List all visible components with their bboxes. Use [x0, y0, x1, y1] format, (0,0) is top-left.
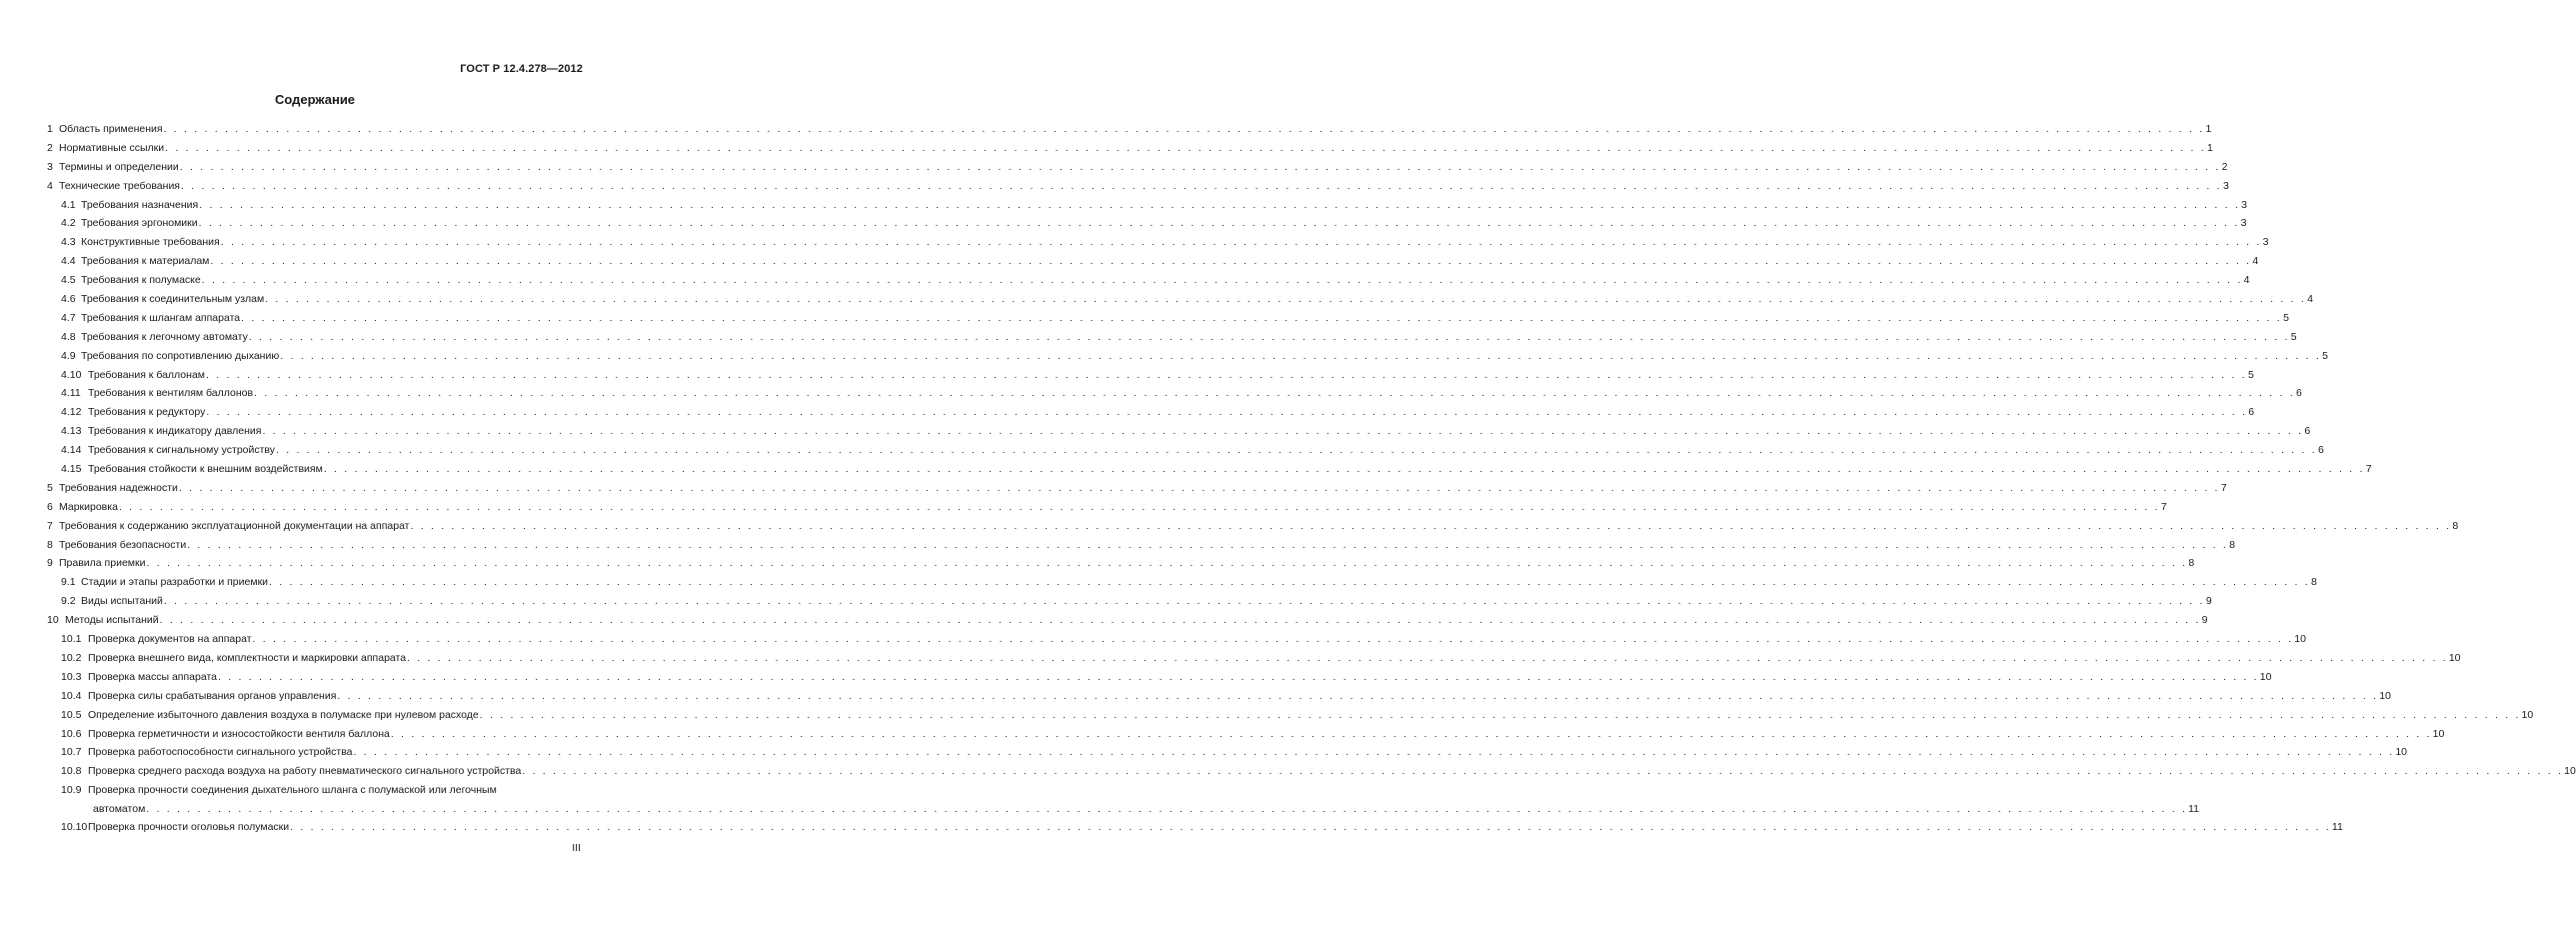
dot-leader: . . . . . . . . . . . . . . . . . . . . . . . . . . . . . . . . . . . . . . . . . . . . . . . . . . . . . . . . . . . . . . . . . . . . . . . . . . . . . . . . . . . . . . . . . . . . . . . . . . . . . . . . . . . . . . . . . . . . . . . . . . . . . . . . . . . . . . . . . . . . . . . . . . . . . . . . . . . . . . . . . . . . . . . . . . . . . . . . . . . . . . . . . . . . . . . . . . . . . . . . — [390, 727, 2432, 740]
toc-entry-number: 4.9 — [61, 349, 76, 362]
toc-entry — [47, 422, 2311, 441]
toc-entry-number: 9.1 — [61, 576, 76, 589]
dot-leader: . . . . . . . . . . . . . . . . . . . . . . . . . . . . . . . . . . . . . . . . . . . . . . . . . . . . . . . . . . . . . . . . . . . . . . . . . . . . . . . . . . . . . . . . . . . . . . . . . . . . . . . . . . . . . . . . . . . . . . . . . . . . . . . . . . . . . . . . . . . . . . . . . . . . . . . . . . . . . . . . . . . . . . . . . . . . . . . . . . . . . . . . . . . . . . . . . . . . . . . . — [241, 311, 2282, 324]
toc-entry-number: 4.2 — [61, 217, 76, 230]
toc-entry-page: 11 — [2188, 803, 2199, 816]
toc-entry — [47, 743, 2407, 762]
toc-entry — [47, 573, 2317, 592]
dot-leader: . . . . . . . . . . . . . . . . . . . . . . . . . . . . . . . . . . . . . . . . . . . . . . . . . . . . . . . . . . . . . . . . . . . . . . . . . . . . . . . . . . . . . . . . . . . . . . . . . . . . . . . . . . . . . . . . . . . . . . . . . . . . . . . . . . . . . . . . . . . . . . . . . . . . . . . . . . . . . . . . . . . . . . . . . . . . . . . . . . . . . . . . . . . . . . . . . . . . . . . . — [280, 349, 2321, 362]
toc-entry-page: 2 — [2221, 160, 2228, 173]
toc-entry — [47, 554, 2195, 573]
toc-entry — [47, 517, 2459, 536]
toc-entry-number: 5 — [47, 481, 53, 494]
toc-entry-number: 4.4 — [61, 255, 76, 268]
toc-entry-number: 8 — [47, 538, 53, 551]
toc-entry-number: 4.7 — [61, 311, 76, 324]
dot-leader: . . . . . . . . . . . . . . . . . . . . . . . . . . . . . . . . . . . . . . . . . . . . . . . . . . . . . . . . . . . . . . . . . . . . . . . . . . . . . . . . . . . . . . . . . . . . . . . . . . . . . . . . . . . . . . . . . . . . . . . . . . . . . . . . . . . . . . . . . . . . . . . . . . . . . . . . . . . . . . . . . . . . . . . . . . . . . . . . . . . . . . . . . . . . . . . . . . . . . . . . — [410, 519, 2452, 532]
toc-entry-number: 2 — [47, 141, 53, 154]
toc-entry — [47, 762, 2576, 781]
toc-entry-title: Требования к редуктору — [88, 406, 206, 419]
toc-entry-title: Проверка прочности оголовья полумаски — [88, 821, 290, 834]
toc-entry-page: 6 — [2248, 406, 2255, 419]
toc-entry-title: Проверка герметичности и износостойкости вентиля баллона — [88, 727, 390, 740]
toc-entry-title: Требования к легочному автомату — [81, 330, 248, 343]
toc-entry-page: 11 — [2331, 821, 2343, 834]
toc-entry — [47, 668, 2272, 687]
toc-entry-page: 4 — [2243, 274, 2250, 287]
dot-leader: . . . . . . . . . . . . . . . . . . . . . . . . . . . . . . . . . . . . . . . . . . . . . . . . . . . . . . . . . . . . . . . . . . . . . . . . . . . . . . . . . . . . . . . . . . . . . . . . . . . . . . . . . . . . . . . . . . . . . . . . . . . . . . . . . . . . . . . . . . . . . . . . . . . . . . . . . . . . . . . . . . . . . . . . . . . . . . . . . . . . . . . . . . . . . . . . . . . . . . . . — [118, 500, 2160, 513]
toc-entry-number: 4.13 — [61, 425, 82, 438]
toc-entry-number: 4.10 — [61, 368, 82, 381]
toc-entry-title: Определение избыточного давления воздуха в полумаске при нулевом расходе — [88, 708, 479, 721]
dot-leader: . . . . . . . . . . . . . . . . . . . . . . . . . . . . . . . . . . . . . . . . . . . . . . . . . . . . . . . . . . . . . . . . . . . . . . . . . . . . . . . . . . . . . . . . . . . . . . . . . . . . . . . . . . . . . . . . . . . . . . . . . . . . . . . . . . . . . . . . . . . . . . . . . . . . . . . . . . . . . . . . . . . . . . . . . . . . . . . . . . . . . . . . . . . . . . . . . . . . . . . . — [179, 160, 2221, 173]
toc-entry-number: 10.6 — [61, 727, 82, 740]
dot-leader: . . . . . . . . . . . . . . . . . . . . . . . . . . . . . . . . . . . . . . . . . . . . . . . . . . . . . . . . . . . . . . . . . . . . . . . . . . . . . . . . . . . . . . . . . . . . . . . . . . . . . . . . . . . . . . . . . . . . . . . . . . . . . . . . . . . . . . . . . . . . . . . . . . . . . . . . . . . . . . . . . . . . . . . . . . . . . . . . . . . . . . . . . . . . . . . . . . . . . . . . — [206, 406, 2248, 419]
toc-entry-page: 5 — [2290, 330, 2297, 343]
dot-leader: . . . . . . . . . . . . . . . . . . . . . . . . . . . . . . . . . . . . . . . . . . . . . . . . . . . . . . . . . . . . . . . . . . . . . . . . . . . . . . . . . . . . . . . . . . . . . . . . . . . . . . . . . . . . . . . . . . . . . . . . . . . . . . . . . . . . . . . . . . . . . . . . . . . . . . . . . . . . . . . . . . . . . . . . . . . . . . . . . . . . . . . . . . . . . . . . . . . . . . . . — [262, 425, 2304, 438]
toc-entry — [47, 536, 2235, 555]
toc-entry — [47, 460, 2372, 479]
toc-entry-page: 9 — [2205, 595, 2212, 608]
dot-leader: . . . . . . . . . . . . . . . . . . . . . . . . . . . . . . . . . . . . . . . . . . . . . . . . . . . . . . . . . . . . . . . . . . . . . . . . . . . . . . . . . . . . . . . . . . . . . . . . . . . . . . . . . . . . . . . . . . . . . . . . . . . . . . . . . . . . . . . . . . . . . . . . . . . . . . . . . . . . . . . . . . . . . . . . . . . . . . . . . . . . . . . . . . . . . . . . . . . . . . . . — [248, 330, 2290, 343]
dot-leader: . . . . . . . . . . . . . . . . . . . . . . . . . . . . . . . . . . . . . . . . . . . . . . . . . . . . . . . . . . . . . . . . . . . . . . . . . . . . . . . . . . . . . . . . . . . . . . . . . . . . . . . . . . . . . . . . . . . . . . . . . . . . . . . . . . . . . . . . . . . . . . . . . . . . . . . . . . . . . . . . . . . . . . . . . . . . . . . . . . . . . . . . . . . . . . . . . . . . . . . . — [187, 538, 2228, 551]
toc-entry-title: Правила приемки — [59, 557, 146, 570]
toc-entry-title: Проверка среднего расхода воздуха на работу пневматического сигнального устройства — [88, 765, 522, 778]
dot-leader: . . . . . . . . . . . . . . . . . . . . . . . . . . . . . . . . . . . . . . . . . . . . . . . . . . . . . . . . . . . . . . . . . . . . . . . . . . . . . . . . . . . . . . . . . . . . . . . . . . . . . . . . . . . . . . . . . . . . . . . . . . . . . . . . . . . . . . . . . . . . . . . . . . . . . . . . . . . . . . . . . . . . . . . . . . . . . . . . . . . . . . . . . . . . . . . . . . . . . . . . — [178, 481, 2220, 494]
toc-entry-title: Требования к баллонам — [88, 368, 205, 381]
toc-entry-title: Требования надежности — [59, 481, 178, 494]
toc-entry — [47, 649, 2461, 668]
toc-entry-title: Проверка массы аппарата — [88, 670, 217, 683]
toc-entry-page: 7 — [2160, 500, 2167, 513]
toc-entry-title: Требования к сигнальному устройству — [88, 444, 276, 457]
toc-entry-title: Проверка документов на аппарат — [88, 633, 252, 646]
toc-entry-title: Требования к полумаске — [81, 274, 201, 287]
toc-entry-number: 4.3 — [61, 236, 76, 249]
toc-entry-number: 10.3 — [61, 670, 82, 683]
toc-entry — [47, 347, 2328, 366]
toc-entry-page: 8 — [2229, 538, 2235, 551]
toc-entry-number: 10.8 — [61, 765, 82, 778]
dot-leader: . . . . . . . . . . . . . . . . . . . . . . . . . . . . . . . . . . . . . . . . . . . . . . . . . . . . . . . . . . . . . . . . . . . . . . . . . . . . . . . . . . . . . . . . . . . . . . . . . . . . . . . . . . . . . . . . . . . . . . . . . . . . . . . . . . . . . . . . . . . . . . . . . . . . . . . . . . . . . . . . . . . . . . . . . . . . . . . . . . . . . . . . . . . . . . . . . . . . . . . . — [220, 236, 2262, 249]
toc-entry — [47, 781, 2199, 818]
dot-leader: . . . . . . . . . . . . . . . . . . . . . . . . . . . . . . . . . . . . . . . . . . . . . . . . . . . . . . . . . . . . . . . . . . . . . . . . . . . . . . . . . . . . . . . . . . . . . . . . . . . . . . . . . . . . . . . . . . . . . . . . . . . . . . . . . . . . . . . . . . . . . . . . . . . . . . . . . . . . . . . . . . . . . . . . . . . . . . . . . . . . . . . . . . . . . . . . . . . . . . . . — [252, 633, 2294, 646]
page-number: III — [572, 842, 581, 854]
toc-entry-title: Требования к шлангам аппарата — [81, 311, 241, 324]
toc-entry — [47, 158, 2228, 177]
toc-entry-number: 4.6 — [61, 293, 76, 306]
toc-entry — [47, 611, 2208, 630]
toc-entry — [47, 214, 2247, 233]
toc-entry-page: 5 — [2322, 349, 2328, 362]
dot-leader: . . . . . . . . . . . . . . . . . . . . . . . . . . . . . . . . . . . . . . . . . . . . . . . . . . . . . . . . . . . . . . . . . . . . . . . . . . . . . . . . . . . . . . . . . . . . . . . . . . . . . . . . . . . . . . . . . . . . . . . . . . . . . . . . . . . . . . . . . . . . . . . . . . . . . . . . . . . . . . . . . . . . . . . . . . . . . . . . . . . . . . . . . . . . . . . . . . . . . . . . — [165, 141, 2206, 154]
toc-entry — [47, 328, 2297, 347]
toc-entry — [47, 403, 2255, 422]
toc-entry-number: 4.12 — [61, 406, 82, 419]
toc-entry — [47, 177, 2229, 196]
toc-entry-number: 10.9 — [61, 784, 82, 797]
dot-leader: . . . . . . . . . . . . . . . . . . . . . . . . . . . . . . . . . . . . . . . . . . . . . . . . . . . . . . . . . . . . . . . . . . . . . . . . . . . . . . . . . . . . . . . . . . . . . . . . . . . . . . . . . . . . . . . . . . . . . . . . . . . . . . . . . . . . . . . . . . . . . . . . . . . . . . . . . . . . . . . . . . . . . . . . . . . . . . . . . . . . . . . . . . . . . . . . . . . . . . . . — [479, 708, 2521, 721]
dot-leader: . . . . . . . . . . . . . . . . . . . . . . . . . . . . . . . . . . . . . . . . . . . . . . . . . . . . . . . . . . . . . . . . . . . . . . . . . . . . . . . . . . . . . . . . . . . . . . . . . . . . . . . . . . . . . . . . . . . . . . . . . . . . . . . . . . . . . . . . . . . . . . . . . . . . . . . . . . . . . . . . . . . . . . . . . . . . . . . . . . . . . . . . . . . . . . . . . . . . . . . . — [276, 444, 2317, 457]
toc-entry — [47, 366, 2254, 385]
dot-leader: . . . . . . . . . . . . . . . . . . . . . . . . . . . . . . . . . . . . . . . . . . . . . . . . . . . . . . . . . . . . . . . . . . . . . . . . . . . . . . . . . . . . . . . . . . . . . . . . . . . . . . . . . . . . . . . . . . . . . . . . . . . . . . . . . . . . . . . . . . . . . . . . . . . . . . . . . . . . . . . . . . . . . . . . . . . . . . . . . . . . . . . . . . . . . . . . . . . . . . . . — [201, 274, 2243, 287]
toc-entry-page: 10 — [2521, 708, 2534, 721]
toc-entry-title: Стадии и этапы разработки и приемки — [81, 576, 269, 589]
toc-entry-title: Маркировка — [59, 500, 118, 513]
toc-entry-page: 6 — [2317, 444, 2324, 457]
toc-entry-page: 10 — [2448, 651, 2461, 664]
toc-entry — [47, 479, 2227, 498]
dot-leader: . . . . . . . . . . . . . . . . . . . . . . . . . . . . . . . . . . . . . . . . . . . . . . . . . . . . . . . . . . . . . . . . . . . . . . . . . . . . . . . . . . . . . . . . . . . . . . . . . . . . . . . . . . . . . . . . . . . . . . . . . . . . . . . . . . . . . . . . . . . . . . . . . . . . . . . . . . . . . . . . . . . . . . . . . . . . . . . . . . . . . . . . . . . . . . . . . . . . . . . . — [163, 595, 2205, 608]
dot-leader: . . . . . . . . . . . . . . . . . . . . . . . . . . . . . . . . . . . . . . . . . . . . . . . . . . . . . . . . . . . . . . . . . . . . . . . . . . . . . . . . . . . . . . . . . . . . . . . . . . . . . . . . . . . . . . . . . . . . . . . . . . . . . . . . . . . . . . . . . . . . . . . . . . . . . . . . . . . . . . . . . . . . . . . . . . . . . . . . . . . . . . . . . . . . . . . . . . . . . . . . — [407, 651, 2448, 664]
toc-entry-number: 9.2 — [61, 595, 76, 608]
toc-entry-number: 3 — [47, 160, 53, 173]
toc-entry-page: 9 — [2201, 614, 2208, 627]
toc-entry-page: 3 — [2262, 236, 2269, 249]
toc-entry-number: 4.5 — [61, 274, 76, 287]
toc-entry-page: 3 — [2222, 179, 2229, 192]
dot-leader: . . . . . . . . . . . . . . . . . . . . . . . . . . . . . . . . . . . . . . . . . . . . . . . . . . . . . . . . . . . . . . . . . . . . . . . . . . . . . . . . . . . . . . . . . . . . . . . . . . . . . . . . . . . . . . . . . . . . . . . . . . . . . . . . . . . . . . . . . . . . . . . . . . . . . . . . . . . . . . . . . . . . . . . . . . . . . . . . . . . . . . . . . . . . . . . . . . . . . . . . — [337, 689, 2379, 702]
toc-entry-number: 10.1 — [61, 633, 82, 646]
toc-entry-page: 7 — [2220, 481, 2227, 494]
dot-leader: . . . . . . . . . . . . . . . . . . . . . . . . . . . . . . . . . . . . . . . . . . . . . . . . . . . . . . . . . . . . . . . . . . . . . . . . . . . . . . . . . . . . . . . . . . . . . . . . . . . . . . . . . . . . . . . . . . . . . . . . . . . . . . . . . . . . . . . . . . . . . . . . . . . . . . . . . . . . . . . . . . . . . . . . . . . . . . . . . . . . . . . . . . . . . . . . . . . . . . . . — [254, 387, 2295, 400]
dot-leader: . . . . . . . . . . . . . . . . . . . . . . . . . . . . . . . . . . . . . . . . . . . . . . . . . . . . . . . . . . . . . . . . . . . . . . . . . . . . . . . . . . . . . . . . . . . . . . . . . . . . . . . . . . . . . . . . . . . . . . . . . . . . . . . . . . . . . . . . . . . . . . . . . . . . . . . . . . . . . . . . . . . . . . . . . . . . . . . . . . . . . . . . . . . . . . . . . . . . . . . . — [269, 576, 2310, 589]
dot-leader: . . . . . . . . . . . . . . . . . . . . . . . . . . . . . . . . . . . . . . . . . . . . . . . . . . . . . . . . . . . . . . . . . . . . . . . . . . . . . . . . . . . . . . . . . . . . . . . . . . . . . . . . . . . . . . . . . . . . . . . . . . . . . . . . . . . . . . . . . . . . . . . . . . . . . . . . . . . . . . . . . . . . . . . . . . . . . . . . . . . . . . . . . . . . . . . . . . . . . . . . — [146, 803, 2188, 816]
toc-entry-title: Проверка силы срабатывания органов управления — [88, 689, 337, 702]
dot-leader: . . . . . . . . . . . . . . . . . . . . . . . . . . . . . . . . . . . . . . . . . . . . . . . . . . . . . . . . . . . . . . . . . . . . . . . . . . . . . . . . . . . . . . . . . . . . . . . . . . . . . . . . . . . . . . . . . . . . . . . . . . . . . . . . . . . . . . . . . . . . . . . . . . . . . . . . . . . . . . . . . . . . . . . . . . . . . . . . . . . . . . . . . . . . . . . . . . . . . . . . — [198, 217, 2240, 230]
toc-entry — [47, 592, 2212, 611]
toc-entry-page: 4 — [2307, 293, 2313, 306]
toc-entry-number: 4.11 — [61, 387, 81, 400]
toc-entry-page: 10 — [2294, 633, 2306, 646]
toc-entry — [47, 290, 2313, 309]
dot-leader: . . . . . . . . . . . . . . . . . . . . . . . . . . . . . . . . . . . . . . . . . . . . . . . . . . . . . . . . . . . . . . . . . . . . . . . . . . . . . . . . . . . . . . . . . . . . . . . . . . . . . . . . . . . . . . . . . . . . . . . . . . . . . . . . . . . . . . . . . . . . . . . . . . . . . . . . . . . . . . . . . . . . . . . . . . . . . . . . . . . . . . . . . . . . . . . . . . . . . . . . — [218, 670, 2259, 683]
toc-entry-title: Нормативные ссылки — [59, 141, 165, 154]
toc-entry-number: 10 — [47, 614, 59, 627]
toc-entry — [47, 441, 2324, 460]
dot-leader: . . . . . . . . . . . . . . . . . . . . . . . . . . . . . . . . . . . . . . . . . . . . . . . . . . . . . . . . . . . . . . . . . . . . . . . . . . . . . . . . . . . . . . . . . . . . . . . . . . . . . . . . . . . . . . . . . . . . . . . . . . . . . . . . . . . . . . . . . . . . . . . . . . . . . . . . . . . . . . . . . . . . . . . . . . . . . . . . . . . . . . . . . . . . . . . . . . . . . . . . — [210, 255, 2252, 268]
dot-leader: . . . . . . . . . . . . . . . . . . . . . . . . . . . . . . . . . . . . . . . . . . . . . . . . . . . . . . . . . . . . . . . . . . . . . . . . . . . . . . . . . . . . . . . . . . . . . . . . . . . . . . . . . . . . . . . . . . . . . . . . . . . . . . . . . . . . . . . . . . . . . . . . . . . . . . . . . . . . . . . . . . . . . . . . . . . . . . . . . . . . . . . . . . . . . . . . . . . . . . . . — [522, 765, 2564, 778]
toc-entry-title: Конструктивные требования — [81, 236, 220, 249]
toc-entry — [47, 818, 2343, 837]
toc-entry-number: 4.1 — [61, 198, 76, 211]
dot-leader: . . . . . . . . . . . . . . . . . . . . . . . . . . . . . . . . . . . . . . . . . . . . . . . . . . . . . . . . . . . . . . . . . . . . . . . . . . . . . . . . . . . . . . . . . . . . . . . . . . . . . . . . . . . . . . . . . . . . . . . . . . . . . . . . . . . . . . . . . . . . . . . . . . . . . . . . . . . . . . . . . . . . . . . . . . . . . . . . . . . . . . . . . . . . . . . . . . . . . . . . — [199, 198, 2240, 211]
toc-entry-page: 4 — [2252, 255, 2259, 268]
toc-entry-page: 10 — [2564, 765, 2576, 778]
dot-leader: . . . . . . . . . . . . . . . . . . . . . . . . . . . . . . . . . . . . . . . . . . . . . . . . . . . . . . . . . . . . . . . . . . . . . . . . . . . . . . . . . . . . . . . . . . . . . . . . . . . . . . . . . . . . . . . . . . . . . . . . . . . . . . . . . . . . . . . . . . . . . . . . . . . . . . . . . . . . . . . . . . . . . . . . . . . . . . . . . . . . . . . . . . . . . . . . . . . . . . . . — [290, 821, 2331, 834]
toc-entry-title: Требования к индикатору давления — [88, 425, 262, 438]
toc-entry-number: 10.2 — [61, 651, 82, 664]
toc-entry-page: 1 — [2205, 123, 2212, 135]
toc-entry-title: Требования стойкости к внешним воздействиям — [88, 463, 323, 476]
toc-entry-page: 1 — [2207, 141, 2213, 154]
dot-leader: . . . . . . . . . . . . . . . . . . . . . . . . . . . . . . . . . . . . . . . . . . . . . . . . . . . . . . . . . . . . . . . . . . . . . . . . . . . . . . . . . . . . . . . . . . . . . . . . . . . . . . . . . . . . . . . . . . . . . . . . . . . . . . . . . . . . . . . . . . . . . . . . . . . . . . . . . . . . . . . . . . . . . . . . . . . . . . . . . . . . . . . . . . . . . . . . . . . . . . . . — [265, 293, 2306, 306]
toc-entry-number: 4.8 — [61, 330, 76, 343]
toc-entry-page: 7 — [2365, 463, 2372, 476]
toc-entry-title: Проверка прочности соединения дыхательного шланга с полумаской или легочным — [88, 784, 497, 797]
toc-entry — [47, 139, 2213, 158]
toc-entry-title: Требования к содержанию эксплуатационной документации на аппарат — [59, 519, 410, 532]
toc-entry-number: 10.7 — [61, 746, 82, 759]
toc-entry-title: Требования безопасности — [59, 538, 187, 551]
toc-entry — [47, 309, 2289, 328]
toc-entry-page: 8 — [2452, 519, 2459, 532]
toc-entry-title: Проверка внешнего вида, комплектности и маркировки аппарата — [88, 651, 407, 664]
toc-entry — [47, 706, 2534, 725]
document-header: ГОСТ Р 12.4.278—2012 — [460, 63, 583, 75]
toc-entry-number: 10.10 — [61, 821, 88, 834]
toc-entry-number: 1 — [47, 123, 53, 135]
toc-entry-number: 9 — [47, 557, 53, 570]
toc-entry-title: Требования назначения — [81, 198, 199, 211]
toc-entry-title: Проверка работоспособности сигнального устройства — [88, 746, 353, 759]
toc-entry-page: 5 — [2283, 311, 2289, 324]
toc-entry-page: 6 — [2296, 387, 2302, 400]
toc-entry — [47, 271, 2250, 290]
dot-leader: . . . . . . . . . . . . . . . . . . . . . . . . . . . . . . . . . . . . . . . . . . . . . . . . . . . . . . . . . . . . . . . . . . . . . . . . . . . . . . . . . . . . . . . . . . . . . . . . . . . . . . . . . . . . . . . . . . . . . . . . . . . . . . . . . . . . . . . . . . . . . . . . . . . . . . . . . . . . . . . . . . . . . . . . . . . . . . . . . . . . . . . . . . . . . . . . . . . . . . . . — [323, 463, 2365, 476]
toc-entry-number: 4.15 — [61, 463, 82, 476]
toc-entry-page: 10 — [2432, 727, 2445, 740]
toc-entry-page: 8 — [2310, 576, 2317, 589]
toc-entry — [47, 687, 2391, 706]
dot-leader: . . . . . . . . . . . . . . . . . . . . . . . . . . . . . . . . . . . . . . . . . . . . . . . . . . . . . . . . . . . . . . . . . . . . . . . . . . . . . . . . . . . . . . . . . . . . . . . . . . . . . . . . . . . . . . . . . . . . . . . . . . . . . . . . . . . . . . . . . . . . . . . . . . . . . . . . . . . . . . . . . . . . . . . . . . . . . . . . . . . . . . . . . . . . . . . . . . . . . . . . — [146, 557, 2188, 570]
toc-entry — [47, 120, 2212, 139]
dot-leader: . . . . . . . . . . . . . . . . . . . . . . . . . . . . . . . . . . . . . . . . . . . . . . . . . . . . . . . . . . . . . . . . . . . . . . . . . . . . . . . . . . . . . . . . . . . . . . . . . . . . . . . . . . . . . . . . . . . . . . . . . . . . . . . . . . . . . . . . . . . . . . . . . . . . . . . . . . . . . . . . . . . . . . . . . . . . . . . . . . . . . . . . . . . . . . . . . . . . . . . . — [163, 123, 2205, 135]
toc-entry-page: 6 — [2304, 425, 2311, 438]
toc-entry-number: 10.5 — [61, 708, 82, 721]
toc-entry-number: 6 — [47, 500, 53, 513]
toc-entry-title: Область применения — [59, 123, 163, 135]
toc-entry-title: Требования к материалам — [81, 255, 210, 268]
dot-leader: . . . . . . . . . . . . . . . . . . . . . . . . . . . . . . . . . . . . . . . . . . . . . . . . . . . . . . . . . . . . . . . . . . . . . . . . . . . . . . . . . . . . . . . . . . . . . . . . . . . . . . . . . . . . . . . . . . . . . . . . . . . . . . . . . . . . . . . . . . . . . . . . . . . . . . . . . . . . . . . . . . . . . . . . . . . . . . . . . . . . . . . . . . . . . . . . . . . . . . . . — [181, 179, 2222, 192]
toc-entry-page: 8 — [2188, 557, 2195, 570]
toc-entry-page: 3 — [2241, 198, 2247, 211]
toc-entry — [47, 725, 2445, 744]
toc-entry-title-continued: автоматом — [93, 803, 146, 816]
toc-entry-title: Виды испытаний — [81, 595, 163, 608]
toc-entry — [47, 233, 2269, 252]
toc-entry — [47, 384, 2302, 403]
toc-entry-page: 3 — [2240, 217, 2247, 230]
toc-entry-page: 10 — [2259, 670, 2272, 683]
toc-entry — [47, 498, 2167, 517]
toc-entry-title: Термины и определении — [59, 160, 179, 173]
toc-entry-number: 4.14 — [61, 444, 82, 457]
toc-entry-page: 10 — [2395, 746, 2407, 759]
toc-entry-page: 5 — [2247, 368, 2254, 381]
toc-entry-title: Требования по сопротивлению дыханию — [81, 349, 280, 362]
toc-entry-title: Требования к вентилям баллонов — [88, 387, 254, 400]
toc-entry-number: 4 — [47, 179, 53, 192]
toc-entry-title: Технические требования — [59, 179, 180, 192]
toc-entry — [47, 252, 2259, 271]
table-of-contents — [47, 120, 2576, 837]
toc-entry-page: 10 — [2379, 689, 2391, 702]
page-title: Содержание — [274, 92, 356, 107]
dot-leader: . . . . . . . . . . . . . . . . . . . . . . . . . . . . . . . . . . . . . . . . . . . . . . . . . . . . . . . . . . . . . . . . . . . . . . . . . . . . . . . . . . . . . . . . . . . . . . . . . . . . . . . . . . . . . . . . . . . . . . . . . . . . . . . . . . . . . . . . . . . . . . . . . . . . . . . . . . . . . . . . . . . . . . . . . . . . . . . . . . . . . . . . . . . . . . . . . . . . . . . . — [206, 368, 2247, 381]
toc-entry — [47, 630, 2306, 649]
toc-entry-title: Требования эргономики — [81, 217, 198, 230]
toc-entry-number: 10.4 — [61, 689, 82, 702]
toc-entry-title: Требования к соединительным узлам — [81, 293, 265, 306]
toc-entry — [47, 196, 2247, 215]
dot-leader: . . . . . . . . . . . . . . . . . . . . . . . . . . . . . . . . . . . . . . . . . . . . . . . . . . . . . . . . . . . . . . . . . . . . . . . . . . . . . . . . . . . . . . . . . . . . . . . . . . . . . . . . . . . . . . . . . . . . . . . . . . . . . . . . . . . . . . . . . . . . . . . . . . . . . . . . . . . . . . . . . . . . . . . . . . . . . . . . . . . . . . . . . . . . . . . . . . . . . . . . — [159, 614, 2201, 627]
dot-leader: . . . . . . . . . . . . . . . . . . . . . . . . . . . . . . . . . . . . . . . . . . . . . . . . . . . . . . . . . . . . . . . . . . . . . . . . . . . . . . . . . . . . . . . . . . . . . . . . . . . . . . . . . . . . . . . . . . . . . . . . . . . . . . . . . . . . . . . . . . . . . . . . . . . . . . . . . . . . . . . . . . . . . . . . . . . . . . . . . . . . . . . . . . . . . . . . . . . . . . . . — [353, 746, 2395, 759]
toc-entry-title: Методы испытаний — [65, 614, 159, 627]
toc-entry-number: 7 — [47, 519, 53, 532]
